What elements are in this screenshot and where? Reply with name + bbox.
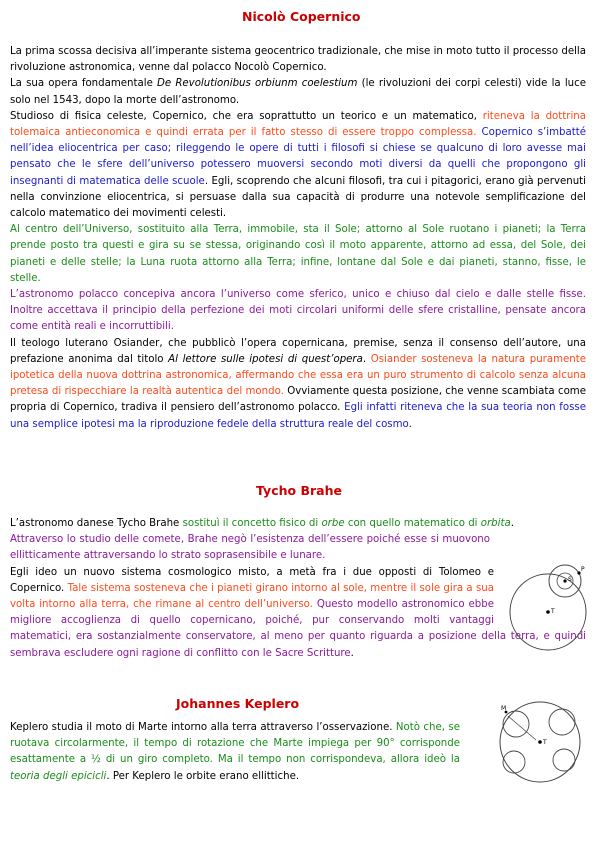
keplero-figure-label-t: T <box>543 739 547 746</box>
brahe-p1-green: sostituì il concetto fisico di <box>182 518 322 529</box>
brahe-p1-orbita: orbita <box>480 518 511 529</box>
copernico-p2-text: La sua opera fondamentale <box>10 78 158 90</box>
copernico-p3-text-2: . Egli, scoprendo che alcuni filosofi, tra cui i pitagorici, erano già pervenuti nella convinzione eliocentrica, si persuase dalla sua capacità di produrre una notevole semplificazione del calcolo matematico dei movimenti celesti. <box>10 175 586 220</box>
brahe-title: Tycho Brahe <box>256 483 342 498</box>
copernico-paragraph-3 <box>10 109 586 222</box>
brahe-text <box>10 516 586 662</box>
copernico-p6-end: . <box>408 418 412 430</box>
copernico-p6-preface-title: Al lettore sulle ipotesi di quest’opera <box>168 353 363 365</box>
copernico-title: Nicolò Copernico <box>242 9 361 24</box>
brahe-p3-red: Tale sistema sosteneva che i pianeti girano intorno al sole, mentre il sole gira a sua volta intorno alla terra, che rimane al centro dell’universo. <box>10 582 494 611</box>
copernico-p6-blue: Egli infatti riteneva che la sua teoria non fosse una semplice ipotesi ma la riproduzione fedele della struttura reale del cosmo <box>10 402 586 430</box>
copernico-paragraph-1: La prima scossa decisiva all’imperante sistema geocentrico tradizionale, che mise in moto tutto il processo della rivoluzione astronomica, venne dal polacco Nocolò Copernico. <box>10 46 586 74</box>
copernico-paragraph-2 <box>10 76 586 108</box>
brahe-p3-purple: Questo modello astronomico ebbe migliore accoglienza di quello copernicano, poiché, pur conservando molti vantaggi matematici, era sostanzialmente conservatore, al meno per quanto riguarda a posizione della terra, e quindi sembrava escludere ogni ragione di conflitto con le Sacre Scritture <box>10 599 586 659</box>
copernico-paragraph-4: Al centro dell’Universo, sostituito alla Terra, immobile, sta il Sole; attorno al Sole ruotano i pianeti; la Terra prende posto tra questi e gira su se stessa, originando così il moto apparente, attorno ad essa, del Sole, dei pianeti e delle stelle; la Luna ruota attorno alla Terra; infine, lontane dal Sole e dai pianeti, stanno, fisse, le stelle. <box>10 224 586 284</box>
copernico-p6-red: Osiander sosteneva la natura puramente ipotetica della nuova dottrina astronomica, affermando che essa era un puro strumento di calcolo senza alcuna pretesa di rispecchiare la realtà autentica del mondo. <box>10 353 586 398</box>
brahe-paragraph-1 <box>10 516 586 532</box>
keplero-p1-epicycles: teoria degli epicicli <box>10 770 107 782</box>
brahe-figure-label-p: P <box>581 566 585 573</box>
brahe-p3-text: Egli ideo un nuovo sistema cosmologico misto, a metà fra i due opposti di Tolomeo e Copernico. <box>10 566 494 594</box>
keplero-title: Johannes Keplero <box>176 696 300 711</box>
copernico-paragraph-5: L’astronomo polacco concepiva ancora l’universo come sferico, unico e chiuso dal cielo e dalle stelle fisse. Inoltre accettava il principio della perfezione dei moti circolari uniformi delle sfere cristalline, pensate ancora come entità reali e incorruttibili. <box>10 289 586 333</box>
copernico-p3-text: Studioso di fisica celeste, Copernico, che era soprattutto un teorico e un matematico, <box>10 110 483 122</box>
copernico-p6-text: Il teologo luterano Osiander, che pubblicò l’opera copernicana, premise, senza il consenso dell’autore, una prefazione anonima dal titolo <box>10 337 586 365</box>
brahe-p1-orbe: orbe <box>321 518 345 529</box>
brahe-p1-end: . <box>510 518 514 529</box>
copernico-p3-red: riteneva la dottrina tolemaica antieconomica e quindi errata per il fatto stesso di essere troppo complessa. <box>10 110 586 139</box>
copernico-paragraph-6 <box>10 336 586 433</box>
keplero-p1-end: . Per Keplero le orbite erano ellittiche. <box>106 770 300 782</box>
brahe-system-figure <box>503 557 593 657</box>
copernico-p6-dot: . <box>362 353 371 365</box>
keplero-p1-green: Notò che, se ruotava circolarmente, il tempo di rotazione che Marte impiega per 90° corrisponde esattamente a ½ di un giro completo. Ma il tempo non corrispondeva, allora ideò la <box>10 722 460 766</box>
keplero-epicycle-figure <box>492 698 588 794</box>
copernico-p2-text-2: (le rivoluzioni dei corpi celesti) vide la luce solo nel 1543, dopo la morte dell’astronomo. <box>10 78 587 106</box>
copernico-p3-blue: Copernico s’imbatté nell’idea eliocentrica per caso; rileggendo le opere di tutti i filosofi si chiese se qualcuno di loro avesse mai pensato che le sfere dell’universo potessero muoversi secondo moti diversi da quelli che propongono gli insegnanti di matematica delle scuole <box>10 127 586 187</box>
keplero-text <box>10 720 460 785</box>
brahe-p1-text: L’astronomo danese Tycho Brahe <box>10 518 183 529</box>
brahe-paragraph-3 <box>10 565 586 662</box>
copernico-text <box>10 44 586 433</box>
copernico-p6-text-2: Ovviamente questa posizione, che venne scambiata come propria di Copernico, tradiva il pensiero dell’astronomo polacco. <box>10 386 586 414</box>
brahe-p3-end: . <box>350 647 354 659</box>
keplero-p1-text: Keplero studia il moto di Marte intorno alla terra attraverso l’osservazione. <box>10 722 396 733</box>
copernico-p2-work-title: De Revolutionibus orbiunm coelestium <box>157 78 358 90</box>
brahe-paragraph-2: Attraverso lo studio delle comete, Brahe negò l’esistenza dell’essere poiché esse si muovono ellitticamente attraversando lo strato soprasensibile e lunare. <box>10 534 490 562</box>
keplero-figure-label-m: M <box>501 705 507 712</box>
brahe-figure-label-s: S <box>568 576 572 583</box>
brahe-figure-label-t: T <box>551 608 555 615</box>
brahe-p1-green-2: con quello matematico di <box>344 518 481 529</box>
